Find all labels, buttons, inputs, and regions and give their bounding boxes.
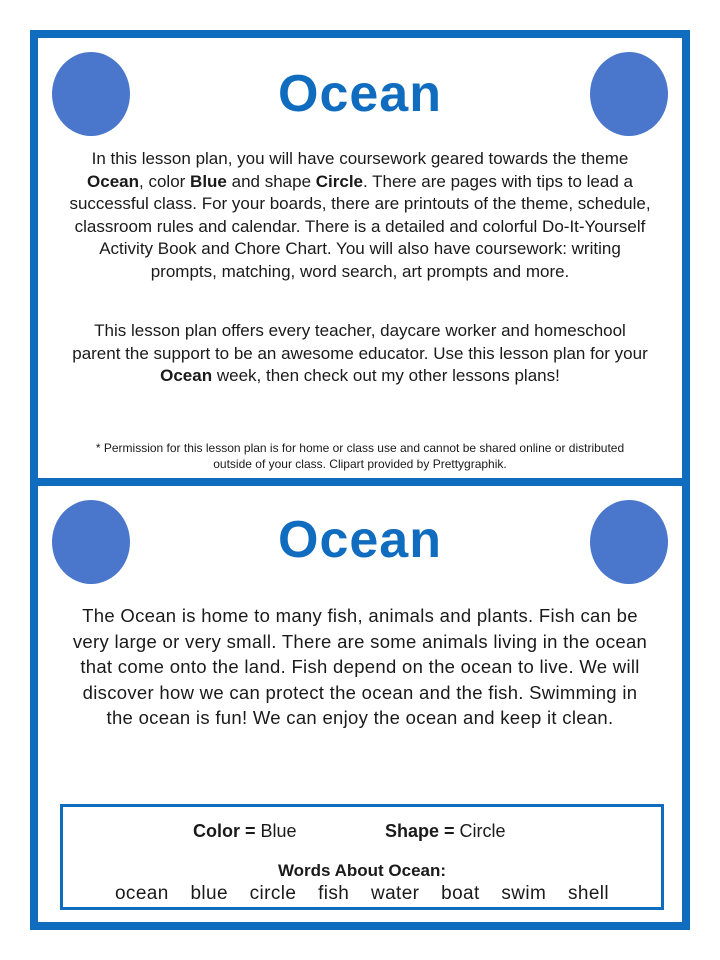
- color-label: Color =: [193, 821, 256, 841]
- theme-summary-box: [60, 804, 664, 910]
- word-item: shell: [567, 883, 610, 904]
- shape-label: Shape =: [385, 821, 455, 841]
- word-item: blue: [190, 883, 228, 904]
- word-item: swim: [501, 883, 547, 904]
- emphasis-text: Ocean: [87, 171, 140, 191]
- permission-note: * Permission for this lesson plan is for home or class use and cannot be shared online or distributed outside of your class. Clipart provided by Prettygraphik.: [95, 441, 625, 471]
- word-item: fish: [318, 883, 350, 904]
- shape-entry: [385, 821, 506, 842]
- body-text: . There are pages with tips to lead a successful class. For your boards, there are printouts of the theme, schedule, classroom rules and calendar. There is a detailed and colorful Do-It-Yourself Activity Book and Chore Chart. You will also have coursework: writing prompts, matching, word search, art prompts and more.: [69, 171, 651, 281]
- theme-title: Ocean: [278, 511, 442, 569]
- word-item: circle: [249, 883, 297, 904]
- words-title: Words About Ocean:: [277, 861, 447, 880]
- body-text: In this lesson plan, you will have coursework geared towards the theme: [91, 149, 629, 168]
- word-item: boat: [441, 883, 480, 904]
- body-text: week, then check out my other lessons plans!: [212, 366, 560, 385]
- intro-card: [38, 38, 682, 478]
- body-text: , color: [139, 171, 191, 191]
- page-frame: [30, 30, 690, 930]
- emphasis-text: Circle: [315, 171, 363, 191]
- body-text: and shape: [226, 171, 316, 191]
- card-divider: [38, 478, 682, 486]
- support-paragraph: [68, 320, 652, 388]
- word-item: ocean: [114, 883, 169, 904]
- theme-card: [38, 486, 682, 930]
- intro-title: Ocean: [278, 65, 442, 123]
- color-value: Blue: [260, 821, 297, 841]
- emphasis-text: Blue: [190, 171, 227, 191]
- body-text: This lesson plan offers every teacher, daycare worker and homeschool parent the support to be an awesome educator. Use this lesson plan for your: [72, 321, 648, 363]
- word-list: [63, 883, 661, 905]
- intro-paragraph: [68, 148, 652, 283]
- color-entry: [193, 821, 297, 842]
- shape-value: Circle: [459, 821, 506, 841]
- word-item: water: [370, 883, 420, 904]
- theme-description: The Ocean is home to many fish, animals and plants. Fish can be very large or very small. There are some animals living in the ocean that come onto the land. Fish depend on the ocean to live. We will discover how we can protect the ocean and the fish. Swimming in the ocean is fun! We can enjoy the ocean and keep it clean.: [72, 605, 648, 729]
- emphasis-text: Ocean: [160, 366, 213, 385]
